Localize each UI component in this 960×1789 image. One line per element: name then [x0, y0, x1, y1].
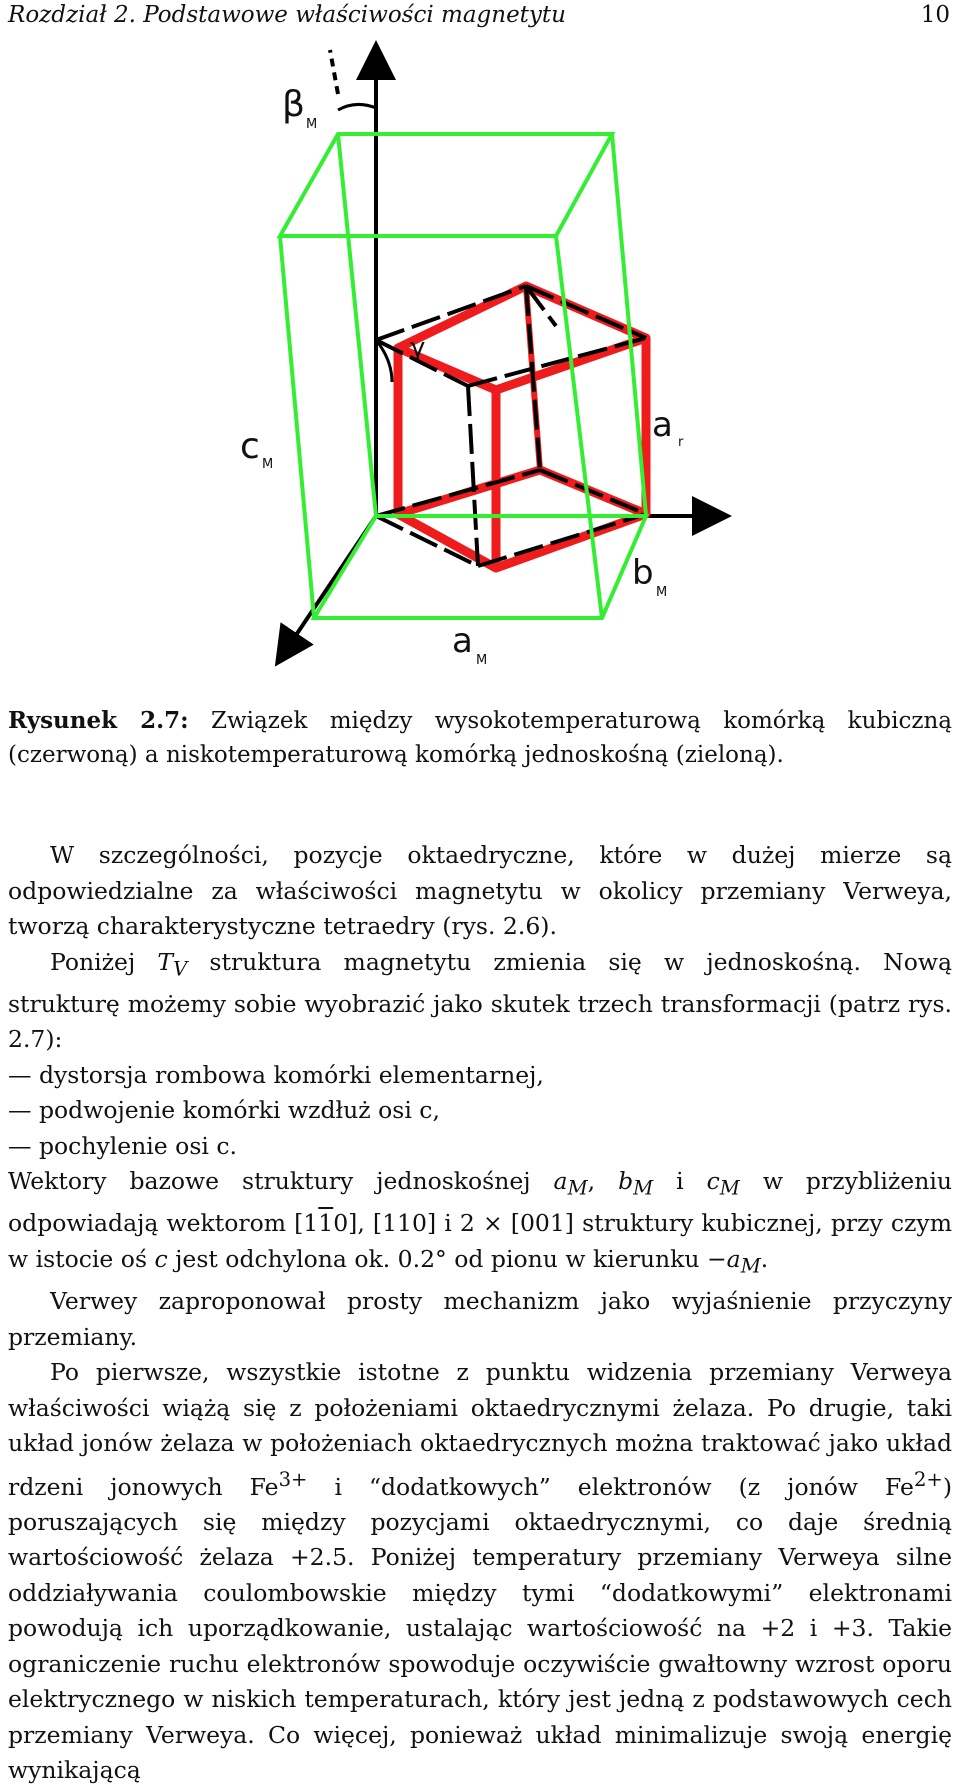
- p3-sub3: M: [719, 1176, 740, 1200]
- ar-sub: r: [678, 435, 684, 450]
- p3-c-axis: c: [154, 1244, 168, 1273]
- gamma-label: γ: [410, 333, 426, 363]
- b-label: b: [632, 553, 654, 593]
- cubic-top-face: [398, 286, 646, 390]
- b-sub: M: [656, 585, 668, 600]
- mono-top-face: [280, 134, 612, 236]
- p3-e: 0], [110] i 2 × [001] struktury kubicznej, przy czym w istocie oś: [8, 1209, 952, 1273]
- paragraph-5: [8, 1355, 952, 1789]
- p5-sup2: 2+: [913, 1467, 943, 1491]
- p3-cM: c: [706, 1167, 720, 1196]
- ar-label: a: [652, 405, 673, 445]
- p3-aM: a: [553, 1167, 568, 1196]
- paragraph-3: [8, 1164, 952, 1284]
- p3-aM2: a: [726, 1244, 741, 1273]
- a-sub: M: [476, 653, 488, 668]
- p3-sub2: M: [633, 1176, 654, 1200]
- p3-sub4: M: [740, 1254, 761, 1278]
- a-label: a: [452, 621, 473, 661]
- paragraph-2: [8, 945, 952, 1058]
- p3-c: i: [653, 1167, 707, 1196]
- body-text: [8, 838, 952, 1789]
- p2-T: T: [157, 947, 174, 976]
- p5-sup1: 3+: [278, 1467, 308, 1491]
- c-label: c: [240, 426, 260, 467]
- caption-label: Rysunek 2.7:: [8, 707, 189, 734]
- p3-bar: 1: [318, 1209, 334, 1238]
- beta-label: β: [282, 84, 305, 125]
- paragraph-4: Verwey zaproponował prosty mechanizm jako wyjaśnienie przyczyny przemiany.: [8, 1287, 952, 1351]
- beta-dashed-axis: [330, 50, 338, 94]
- list-item: — pochylenie osi c.: [8, 1131, 238, 1160]
- p3-g: .: [760, 1244, 769, 1273]
- p3-bM: b: [618, 1167, 634, 1196]
- p2-V-text: V: [173, 957, 188, 981]
- p2-V: [173, 957, 187, 980]
- p3-a: Wektory bazowe struktury jednoskośnej: [8, 1167, 554, 1196]
- c-sub: M: [262, 457, 274, 472]
- p5-a: Po pierwsze, wszystkie istotne z punktu widzenia przemiany Verweya właściwości wiążą się z położeniami oktaedrycznymi żelaza. Po drugie, taki układ jonów żelaza w położeniach oktaedrycznych można traktować jako układ rdzeni jonowych Fe: [8, 1358, 952, 1501]
- p2-text-b: struktura magnetytu zmienia się w jednoskośną. Nową strukturę możemy sobie wyobrazić jako skutek trzech transformacji (patrz rys. 2.7):: [8, 947, 952, 1054]
- paragraph-1: W szczególności, pozycje oktaedryczne, które w dużej mierze są odpowiedzialne za właściwości magnetytu w okolicy przemiany Verweya, tworzą charakterystyczne tetraedry (rys. 2.6).: [8, 841, 952, 940]
- p3-b: ,: [587, 1167, 619, 1196]
- beta-sub: M: [306, 117, 318, 132]
- cell-diagram: [0, 40, 960, 680]
- p3-sub1: M: [567, 1176, 588, 1200]
- list-item: — dystorsja rombowa komórki elementarnej,: [8, 1060, 544, 1089]
- running-header: [8, 2, 950, 32]
- figure-caption: [8, 704, 952, 772]
- page-number: 10: [920, 2, 950, 28]
- p3-d: w przybliżeniu odpowiadają wektorom [1: [8, 1167, 952, 1238]
- caption-text: Związek między wysokotemperaturową komórką kubiczną (czerwoną) a niskotemperaturową komórką jednoskośną (zieloną).: [8, 708, 952, 768]
- p5-c: ) poruszających się między pozycjami oktaedrycznymi, co daje średnią wartościowość żelaza +2.5. Poniżej temperatury przemiany Verweya silne oddziaływania coulombowskie między tymi “dodatkowymi” elektronami powodują ich uporządkowanie, ustalając wartościowość na +2 i +3. Takie ograniczenie ruchu elektronów spowoduje oczywiście gwałtowny wzrost oporu elektrycznego w niskich temperaturach, który jest jedną z podstawowych cech przemiany Verweya. Co więcej, ponieważ układ minimalizuje swoją energię wynikającą: [8, 1472, 952, 1785]
- figure-2-7: [0, 40, 960, 680]
- beta-arc: [338, 104, 376, 110]
- p2-text-a: Poniżej: [50, 947, 158, 976]
- chapter-title: Rozdział 2. Podstawowe właściwości magnetytu: [8, 2, 566, 28]
- p5-b: i “dodatkowych” elektronów (z jonów Fe: [307, 1472, 914, 1501]
- p3-f: jest odchylona ok. 0.2° od pionu w kierunku −: [167, 1244, 727, 1273]
- list-item: — podwojenie komórki wzdłuż osi c,: [8, 1096, 440, 1125]
